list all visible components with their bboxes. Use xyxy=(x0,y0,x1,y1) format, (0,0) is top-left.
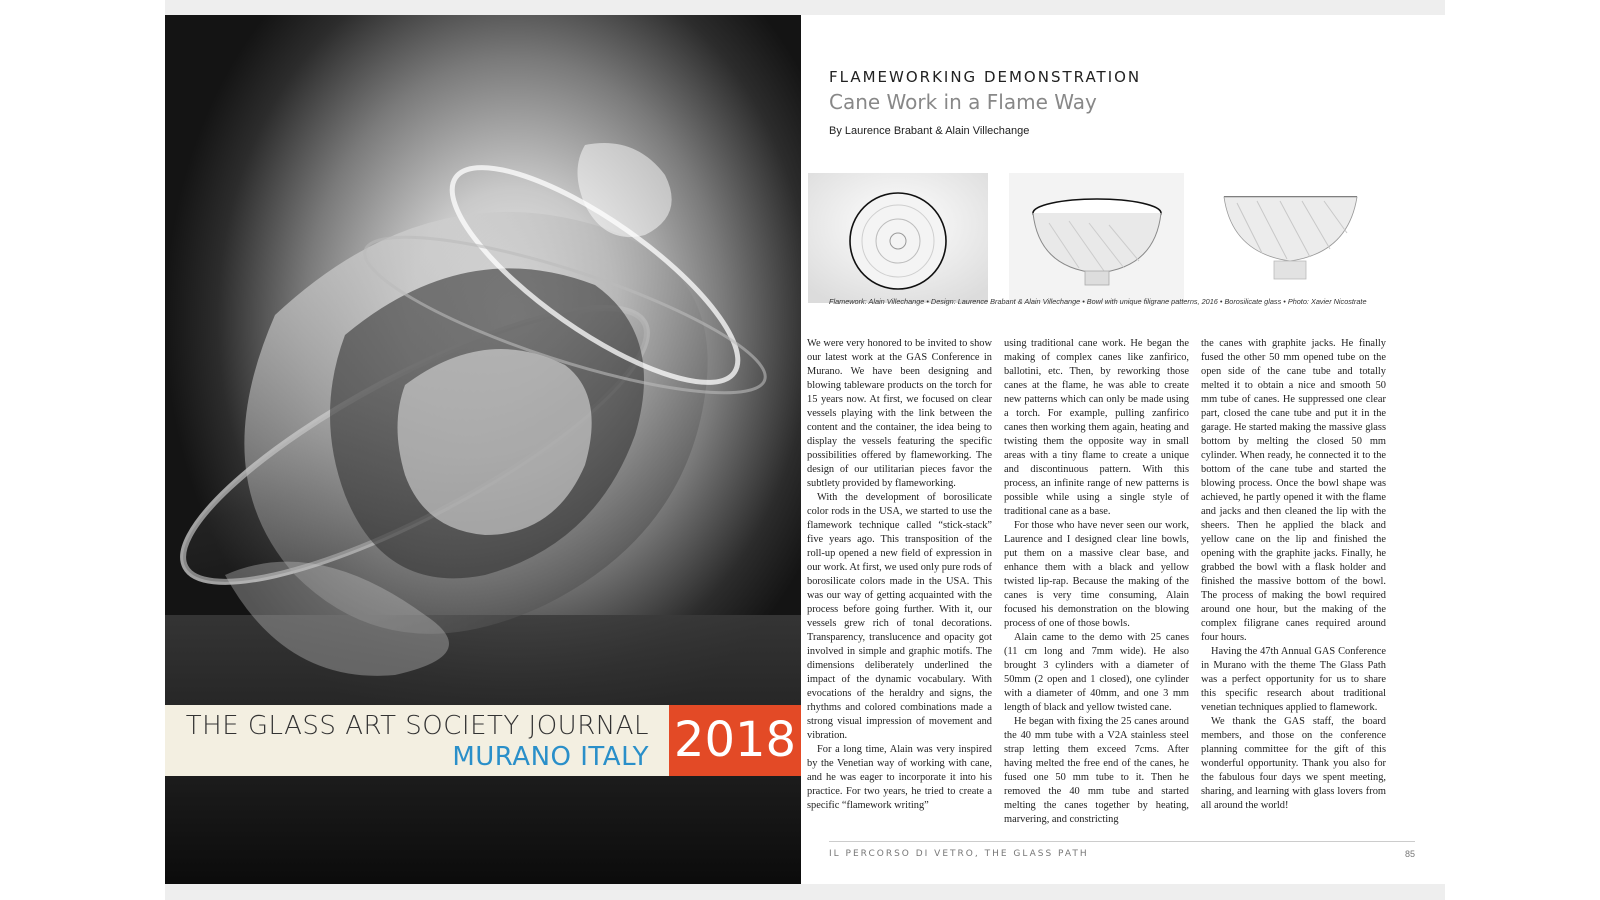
article-page xyxy=(801,15,1445,884)
journal-year: 2018 xyxy=(669,705,801,776)
byline: By Laurence Brabant & Alain Villechange xyxy=(829,125,1030,137)
section-label: FLAMEWORKING DEMONSTRATION xyxy=(829,68,1142,86)
bowl-photo-top-view xyxy=(808,173,988,303)
paragraph: We thank the GAS staff, the board members, and those on the conference planning committee for the gift of this wonderful opportunity. Thank you also for the fabulous four days we spent meeting, sharing, and learning with glass lovers from all around the world! xyxy=(1201,716,1386,811)
paragraph: He began with fixing the 25 canes around the 40 mm tube with a V2A stainless steel strap letting them exceed 7cms. After having melted the free end of the canes, he fused one 50 mm tube to it. Then he removed the 40 mm tube and started melting the canes together by heating, marvering, and constricting xyxy=(1004,716,1189,825)
paragraph: For a long time, Alain was very inspired by the Venetian way of working with cane, and he was eager to incorporate it into his practice. For two years, he tried to create a specific “flamework writing” xyxy=(807,744,992,811)
paragraph: With the development of borosilicate color rods in the USA, we started to use the flamework technique called “stick-stack” five years ago. This transposition of the roll-up opened a new field of expression in our work. At first, we used only pure rods of borosilicate colors made in the USA. This was our way of getting acquainted with the process before going further. With it, our vessels grew rich of tonal decorations. Transparency, translucence and opacity got involved in simple and graphic motifs. The dimensions deliberately underlined the impact of the dynamic vocabulary. With evocations of the heraldry and signs, the rhythms and colored combinations made a strong visual impression of movement and vibration. xyxy=(807,492,992,741)
banner-text-panel xyxy=(165,705,669,776)
bottom-margin-band xyxy=(165,884,1445,900)
cover-page xyxy=(165,15,801,884)
paragraph: For those who have never seen our work, Laurence and I designed clear line bowls, put them on a massive clear base, and enhance them with a black and yellow twisted lip-rap. Because the making of the canes is very time consuming, Alain focused his demonstration on the blowing process of one of those bowls. xyxy=(1004,520,1189,629)
bowl-photo-angle-view xyxy=(1009,173,1184,303)
bowl-photo-side-view xyxy=(1202,173,1379,303)
journal-title: THE GLASS ART SOCIETY JOURNAL xyxy=(185,711,649,741)
running-title: IL PERCORSO DI VETRO, THE GLASS PATH xyxy=(829,849,1089,859)
paragraph: the canes with graphite jacks. He finally fused the other 50 mm opened tube on the open side of the cane tube and totally melted it to obtain a nice and smooth 50 mm tube of canes. He suppressed one clear part, closed the cane tube and put it in the garage. He started making the massive glass bottom by melting the closed 50 mm cylinder. When ready, he connected it to the bottom of the cane tube and started the blowing process. Once the bowl shape was achieved, he partly opened it with the flame and jacks and then cleaned the lip with the sheers. Then he applied the black and yellow cane on the lip and finished the opening with the graphite jacks. Finally, he grabbed the bowl with a flask holder and finished the massive bottom of the bowl. The process of making the bowl required around one hour, but the making of the complex filigrane canes required around four hours. xyxy=(1201,338,1386,643)
paragraph: We were very honored to be invited to show our latest work at the GAS Conference in Murano. We have been designing and blowing tableware products on the torch for 15 years now. At first, we focused on clear vessels playing with the link between the content and the container, the idea being to display the vessels featuring the specific possibilities offered by flameworking. The design of our utilitarian pieces favor the subtlety provided by flameworking. xyxy=(807,338,992,489)
text-column-1 xyxy=(807,337,992,837)
paragraph: using traditional cane work. He began the making of complex canes like zanfirico, ballotini, etc. Then, by reworking those canes at the flame, he was able to create new patterns which can only be made using a torch. For example, pulling zanfirico canes then working them again, heating and twisting them the opposite way in small areas with a tiny flame to create a unique and discontinuous pattern. With this process, an infinite range of new patterns is possible while using a single style of traditional cane as a base. xyxy=(1004,338,1189,517)
journal-subtitle: MURANO ITALY xyxy=(452,742,649,772)
article-title: Cane Work in a Flame Way xyxy=(829,90,1097,114)
text-column-3 xyxy=(1201,337,1386,837)
footer-divider xyxy=(829,841,1415,842)
paragraph: Having the 47th Annual GAS Conference in Murano with the theme The Glass Path was a perfect opportunity for us to share this specific research about traditional venetian techniques applied to flamework. xyxy=(1201,646,1386,713)
top-margin-band xyxy=(165,0,1445,15)
photo-caption: Flamework: Alain Villechange • Design: Laurence Brabant & Alain Villechange • Bowl with unique filigrane patterns, 2016 • Borosilicate glass • Photo: Xavier Nicostrate xyxy=(829,297,1367,306)
text-column-2 xyxy=(1004,337,1189,837)
page-number: 85 xyxy=(1404,849,1415,859)
journal-banner xyxy=(165,705,801,776)
paragraph: Alain came to the demo with 25 canes (11 cm long and 7mm wide). He also brought 3 cylinders with a diameter of 50mm (2 open and 1 closed), one cylinder with a diameter of 40mm, and one 3 mm length of black and yellow twisted cane. xyxy=(1004,632,1189,713)
